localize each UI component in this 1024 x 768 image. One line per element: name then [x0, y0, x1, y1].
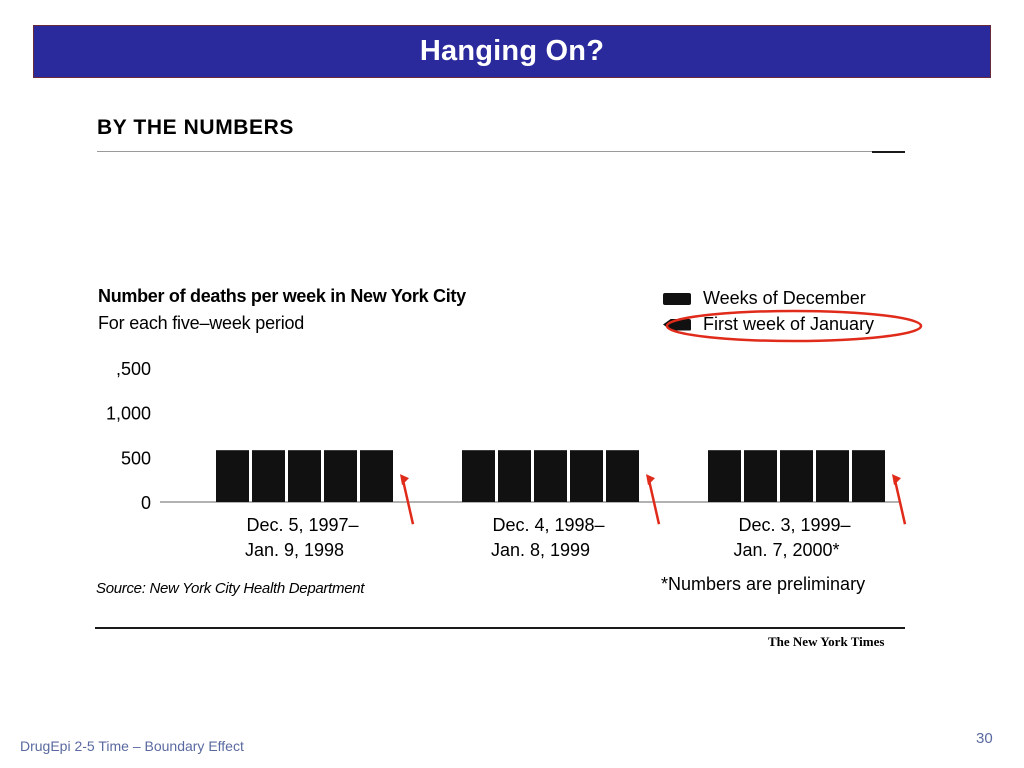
period-label-start: Dec. 3, 1999–	[738, 515, 851, 535]
clipping-heading: BY THE NUMBERS	[97, 116, 295, 139]
period-label-start: Dec. 5, 1997–	[246, 515, 359, 535]
legend-label-january: First week of January	[703, 314, 875, 334]
bar	[498, 450, 531, 502]
chart-subtitle: For each five–week period	[98, 313, 305, 333]
legend-label-december: Weeks of December	[703, 288, 866, 308]
credit-line: The New York Times	[768, 634, 885, 649]
bar	[816, 450, 849, 502]
y-tick-label: 0	[140, 493, 151, 513]
chart-title: Number of deaths per week in New York City	[98, 286, 466, 306]
bar	[852, 450, 885, 502]
bottom-rule	[95, 627, 905, 629]
bar	[324, 450, 357, 502]
slide-title: Hanging On?	[419, 35, 605, 67]
period-label-end: Jan. 7, 2000*	[733, 540, 840, 560]
period-label-end: Jan. 9, 1998	[244, 540, 345, 560]
footer-text: DrugEpi 2-5 Time – Boundary Effect	[20, 738, 244, 754]
bar	[570, 450, 603, 502]
bar	[216, 450, 249, 502]
y-tick-label: ,500	[115, 359, 151, 379]
bar	[462, 450, 495, 502]
page-number: 30	[976, 730, 993, 747]
source-note: Source: New York City Health Department	[96, 580, 365, 597]
bar	[708, 450, 741, 502]
bar	[252, 450, 285, 502]
period-label-start: Dec. 4, 1998–	[492, 515, 605, 535]
bar	[288, 450, 321, 502]
period-label-end: Jan. 8, 1999	[490, 540, 591, 560]
y-tick-label: 1,000	[105, 403, 151, 424]
bar	[360, 450, 393, 502]
bar	[780, 450, 813, 502]
y-tick-label: 500	[120, 448, 151, 469]
legend-highlight-circle	[667, 311, 921, 341]
preliminary-note: *Numbers are preliminary	[661, 574, 866, 594]
bar	[744, 450, 777, 502]
bar	[534, 450, 567, 502]
bar	[606, 450, 639, 502]
